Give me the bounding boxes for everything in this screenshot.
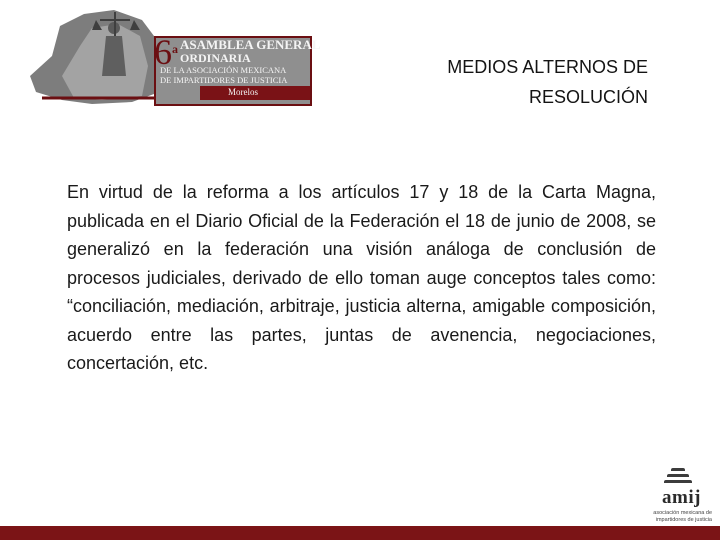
amij-logo bbox=[640, 466, 712, 524]
logo-line-3: DE LA ASOCIACIÓN MEXICANA bbox=[160, 65, 287, 75]
body-paragraph: En virtud de la reforma a los artículos 17 y 18 de la Carta Magna, publicada en el Diario Oficial de la Federación el 18 de junio de 2008, se generalizó en la federación una visión análoga de conclusión de procesos judiciales, derivado de ello toman auge conceptos tales como: “conciliación, mediación, arbitraje, justicia alterna, amigable composición, acuerdo entre las partes, juntas de avenencia, negociaciones, concertación, etc. bbox=[67, 182, 656, 373]
justice-figure-icon bbox=[22, 6, 162, 106]
logo-line-1: ASAMBLEA GENERAL bbox=[180, 37, 321, 52]
amij-tagline-2: impartidores de justicia bbox=[655, 517, 712, 523]
logo-line-4: DE IMPARTIDORES DE JUSTICIA bbox=[160, 75, 288, 85]
event-logo bbox=[22, 6, 321, 106]
slide-title-line-2: RESOLUCIÓN bbox=[528, 87, 648, 107]
slide-title bbox=[447, 52, 648, 112]
amij-tagline-1: asociación mexicana de bbox=[653, 510, 712, 516]
logo-location: Morelos bbox=[228, 87, 258, 97]
amij-wordmark: amij bbox=[662, 487, 701, 508]
logo-numeral: 6 bbox=[154, 32, 172, 72]
logo-superscript: a bbox=[172, 42, 178, 56]
logo-line-2: ORDINARIA bbox=[180, 51, 251, 65]
slide-title-line-1: MEDIOS ALTERNOS DE bbox=[447, 57, 648, 77]
footer-bar bbox=[0, 526, 720, 540]
